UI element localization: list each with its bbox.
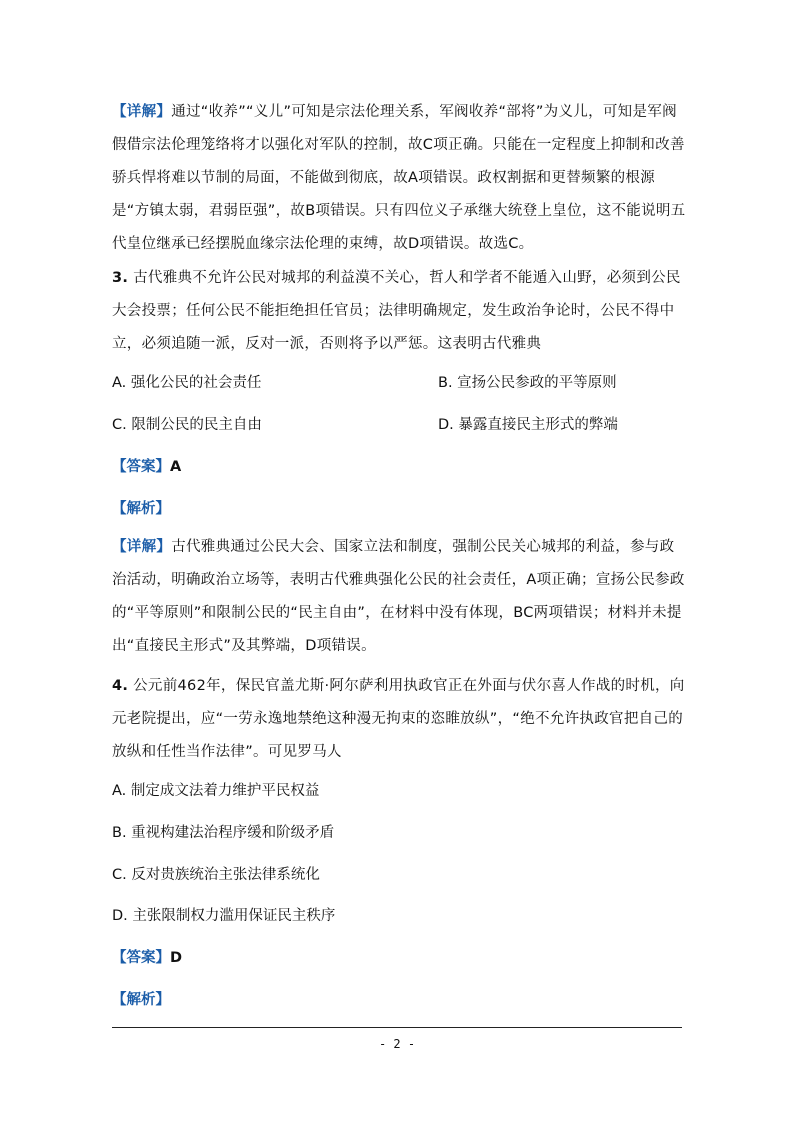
q4-option-b: B. 重视构建法治程序缓和阶级矛盾 [112,825,335,841]
analysis-label: 【解析】 [112,992,170,1008]
analysis-label: 【解析】 [112,501,170,517]
q3-analysis-heading [112,499,170,519]
question-4-stem [112,670,687,769]
question-number: 3. [112,270,129,286]
question-3-stem [112,262,687,361]
question-stem-text: 古代雅典不允许公民对城邦的利益漠不关心，哲人和学者不能遁入山野，必须到公民大会投票；任何公民不能拒绝担任官员；法律明确规定，发生政治争论时，公民不得中立，必须追随一派，反对一派，否则将予以严惩。这表明古代雅典 [112,270,681,352]
question-stem-text: 公元前462年，保民官盖尤斯·阿尔萨利用执政官正在外面与伏尔喜人作战的时机，向元老院提出，应“一劳永逸地禁绝这种漫无拘束的恣睢放纵”，“绝不允许执政官把自己的放纵和任性当作法律”。可见罗马人 [112,678,685,760]
detail-label: 【详解】 [112,539,172,555]
q3-option-c: C. 限制公民的民主自由 [112,417,262,433]
footer-divider [112,1027,682,1028]
q4-analysis-heading [112,990,170,1010]
answer-label: 【答案】 [112,459,170,475]
answer-value: D [170,950,183,966]
q4-option-c: C. 反对贵族统治主张法律系统化 [112,867,320,883]
q3-answer [112,457,181,477]
q3-detail-paragraph [112,531,687,663]
detail-text: 古代雅典通过公民大会、国家立法和制度，强制公民关心城邦的利益，参与政治活动，明确政治立场等，表明古代雅典强化公民的社会责任，A项正确；宣扬公民参政的“平等原则”和限制公民的“民主自由”，在材料中没有体现，BC两项错误；材料并未提出“直接民主形式”及其弊端，D项错误。 [112,539,685,654]
q3-option-d: D. 暴露直接民主形式的弊端 [438,417,618,433]
detail-label: 【详解】 [112,104,172,120]
detail-paragraph-q2 [112,96,687,261]
q4-answer [112,948,182,968]
question-number: 4. [112,678,129,694]
q4-option-a: A. 制定成文法着力维护平民权益 [112,783,320,799]
q3-option-b: B. 宣扬公民参政的平等原则 [438,375,617,391]
answer-label: 【答案】 [112,950,170,966]
q4-option-d: D. 主张限制权力滥用保证民主秩序 [112,908,336,924]
page-number: - 2 - [378,1037,416,1051]
detail-text: 通过“收养”“义儿”可知是宗法伦理关系，军阀收养“部将”为义儿，可知是军阀假借宗法伦理笼络将才以强化对军队的控制，故C项正确。只能在一定程度上抑制和改善骄兵悍将难以节制的局面，不能做到彻底，故A项错误。政权割据和更替频繁的根源是“方镇太弱，君弱臣强”，故B项错误。只有四位义子承继大统登上皇位，这不能说明五代皇位继承已经摆脱血缘宗法伦理的束缚，故D项错误。故选C。 [112,104,686,252]
answer-value: A [170,459,182,475]
q3-option-a: A. 强化公民的社会责任 [112,375,262,391]
